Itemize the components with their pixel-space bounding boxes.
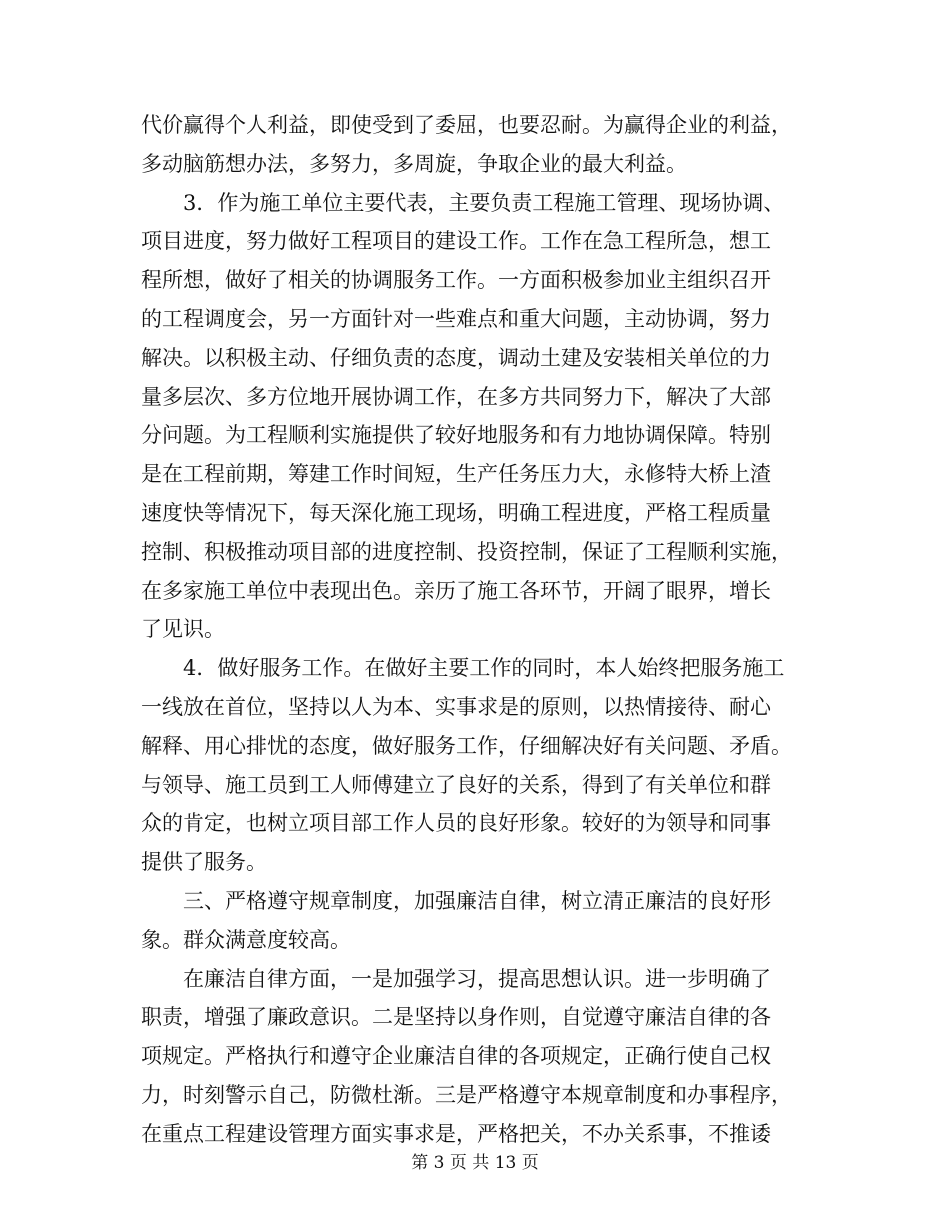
text-line: 在重点工程建设管理方面实事求是，严格把关，不办关系事，不推诿 (141, 1121, 771, 1146)
text-line: 解决。以积极主动、仔细负责的态度，调动土建及安装相关单位的力 (141, 345, 771, 370)
text-line: 众的肯定，也树立项目部工作人员的良好形象。较好的为领导和同事 (141, 811, 771, 836)
text-line: 3．作为施工单位主要代表，主要负责工程施工管理、现场协调、 (141, 190, 785, 215)
text-line: 代价赢得个人利益，即使受到了委屈，也要忍耐。为赢得企业的利益， (141, 113, 792, 137)
body-text (141, 106, 813, 1154)
text-line: 多动脑筋想办法，多努力，多周旋，争取企业的最大利益。 (141, 151, 687, 176)
text-line: 是在工程前期，筹建工作时间短，生产任务压力大，永修特大桥上渣 (141, 462, 771, 487)
text-line: 象。群众满意度较高。 (141, 927, 351, 952)
text-line: 的工程调度会，另一方面针对一些难点和重大问题，主动协调，努力 (141, 306, 771, 331)
text-line: 项目进度，努力做好工程项目的建设工作。工作在急工程所急，想工 (141, 229, 771, 254)
text-line: 分问题。为工程顺利实施提供了较好地服务和有力地协调保障。特别 (141, 423, 771, 448)
text-line: 职责，增强了廉政意识。二是坚持以身作则，自觉遵守廉洁自律的各 (141, 1005, 771, 1030)
text-line: 量多层次、多方位地开展协调工作，在多方共同努力下，解决了大部 (141, 384, 771, 409)
text-line: 在多家施工单位中表现出色。亲历了施工各环节，开阔了眼界，增长 (141, 578, 771, 603)
text-line: 程所想，做好了相关的协调服务工作。一方面积极参加业主组织召开 (141, 268, 771, 293)
text-line: 了见识。 (141, 617, 225, 642)
page-number-footer: 第 3 页 共 13 页 (411, 1153, 539, 1173)
text-line: 一线放在首位，坚持以人为本、实事求是的原则，以热情接待、耐心 (141, 694, 771, 719)
text-line: 解释、用心排忧的态度，做好服务工作，仔细解决好有关问题、矛盾。 (141, 733, 792, 758)
text-line: 4．做好服务工作。在做好主要工作的同时，本人始终把服务施工 (141, 656, 785, 681)
text-line: 在廉洁自律方面，一是加强学习，提高思想认识。进一步明确了 (141, 966, 771, 991)
text-line: 力，时刻警示自己，防微杜渐。三是严格遵守本规章制度和办事程序， (141, 1082, 792, 1107)
text-line: 与领导、施工员到工人师傅建立了良好的关系，得到了有关单位和群 (141, 772, 771, 797)
text-line: 提供了服务。 (141, 850, 267, 875)
text-line: 控制、积极推动项目部的进度控制、投资控制，保证了工程顺利实施， (141, 539, 792, 564)
text-line: 项规定。严格执行和遵守企业廉洁自律的各项规定，正确行使自己权 (141, 1044, 771, 1069)
text-line: 三、严格遵守规章制度，加强廉洁自律，树立清正廉洁的良好形 (141, 888, 771, 913)
text-line: 速度快等情况下，每天深化施工现场，明确工程进度，严格工程质量 (141, 500, 771, 525)
